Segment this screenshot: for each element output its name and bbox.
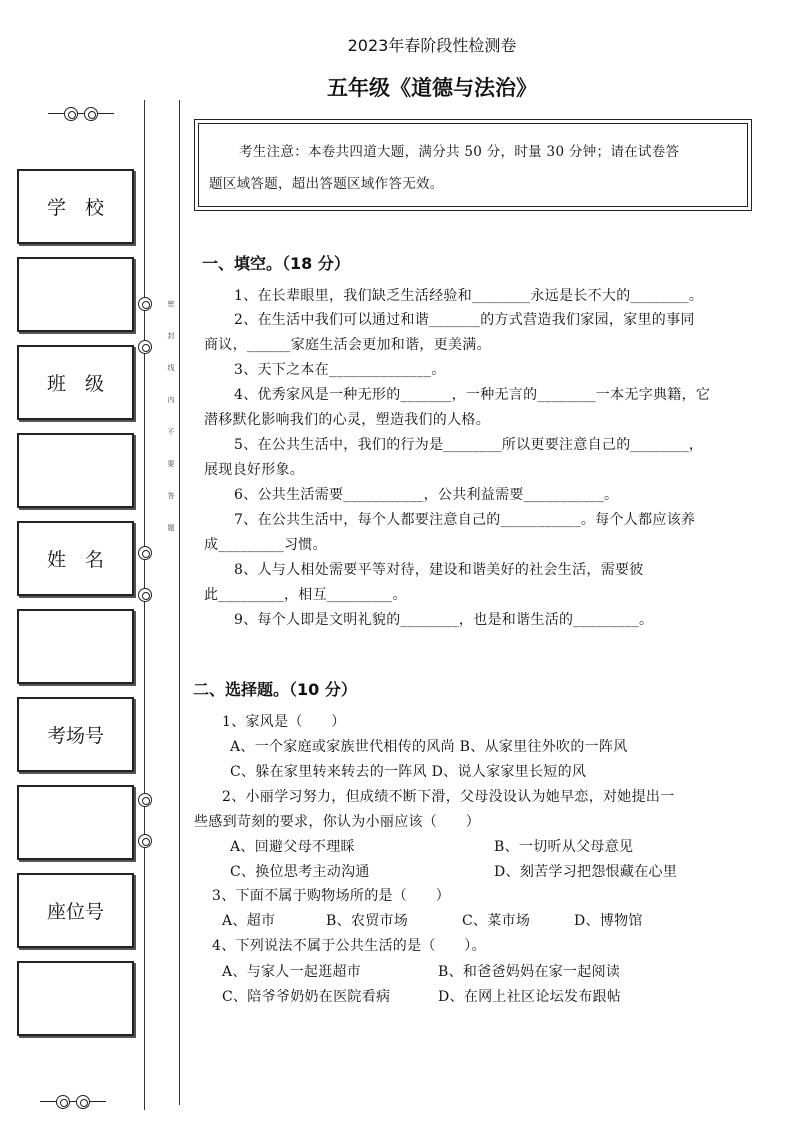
fill-line: 此_________，相互_________。 xyxy=(204,587,407,603)
school-label: 学 校 xyxy=(46,197,104,219)
bottom-ornament xyxy=(40,1095,106,1109)
class-field[interactable] xyxy=(17,433,134,508)
page-title: 五年级《道德与法治》 xyxy=(327,76,537,100)
name-label-box xyxy=(17,521,134,596)
fill-line: 4、优秀家风是一种无形的_______，一种无言的________一本无字典籍，它 xyxy=(234,387,711,403)
binding-ring xyxy=(138,834,152,848)
option-a: A、超市 xyxy=(222,913,276,929)
fill-line: 2、在生活中我们可以通过和谐_______的方式营造我们家园，家里的事同 xyxy=(234,312,695,328)
option-b: B、一切听从父母意见 xyxy=(494,839,634,855)
fill-line: 潜移默化影响我们的心灵，塑造我们的人格。 xyxy=(204,412,490,428)
option-c: C、换位思考主动沟通 xyxy=(230,864,370,880)
notice-line-2: 题区域答题，超出答题区域作答无效。 xyxy=(209,176,444,192)
notice-box xyxy=(194,119,752,211)
seat-field[interactable] xyxy=(17,961,134,1036)
binding-ring xyxy=(138,340,152,354)
fill-line: 1、在长辈眼里，我们缺乏生活经验和________永远是长不大的________。 xyxy=(234,288,704,304)
fill-line: 成_________习惯。 xyxy=(204,537,327,553)
binding-line-left xyxy=(144,100,145,1110)
fill-line: 6、公共生活需要___________，公共利益需要___________。 xyxy=(234,487,619,503)
name-label: 姓 名 xyxy=(46,549,104,571)
binding-ring xyxy=(138,793,152,807)
option-a: A、与家人一起逛超市 xyxy=(222,964,362,980)
section-1-heading: 一、填空。（18 分） xyxy=(202,254,350,273)
fill-line: 7、在公共生活中，每个人都要注意自己的___________。每个人都应该养 xyxy=(234,512,696,528)
option-a: A、回避父母不理睬 xyxy=(230,839,355,855)
option-d: D、博物馆 xyxy=(574,913,643,929)
school-field[interactable] xyxy=(17,257,134,332)
option-d: D、在网上社区论坛发布跟帖 xyxy=(438,989,622,1005)
seat-label: 座位号 xyxy=(46,901,104,923)
section-2-heading: 二、选择题。（10 分） xyxy=(193,680,357,699)
fill-line: 3、天下之本在______________。 xyxy=(234,362,446,378)
binding-line-right xyxy=(179,100,180,1105)
exam-room-label-box xyxy=(17,697,134,772)
fill-line: 商议，______家庭生活会更加和谐，更美满。 xyxy=(204,337,491,353)
seat-label-box xyxy=(17,873,134,948)
binding-ring xyxy=(138,588,152,602)
binding-ring xyxy=(138,546,152,560)
class-label: 班 级 xyxy=(46,373,104,395)
option-b: B、农贸市场 xyxy=(326,913,409,929)
exam-name: 2023年春阶段性检测卷 xyxy=(347,36,517,55)
option-line: A、一个家庭或家族世代相传的风尚 B、从家里往外吹的一阵风 xyxy=(230,739,628,755)
seal-line-text: 密 封 线 内 不 要 答 题 xyxy=(167,300,175,540)
notice-inner-border xyxy=(198,123,748,207)
option-c: C、陪爷爷奶奶在医院看病 xyxy=(222,989,391,1005)
fill-line: 5、在公共生活中，我们的行为是________所以更要注意自己的________， xyxy=(234,437,704,453)
option-c: C、菜市场 xyxy=(462,913,531,929)
binding-ring xyxy=(138,297,152,311)
question-stem: 2、小丽学习努力，但成绩不断下滑，父母没设认为她早恋，对她提出一 xyxy=(222,789,675,805)
question-stem: 些感到苛刻的要求，你认为小丽应该（ ） xyxy=(194,814,480,830)
exam-room-field[interactable] xyxy=(17,785,134,860)
exam-room-label: 考场号 xyxy=(46,725,104,747)
class-label-box xyxy=(17,345,134,420)
fill-line: 展现良好形象。 xyxy=(204,462,305,478)
name-field[interactable] xyxy=(17,609,134,684)
fill-line: 9、每个人即是文明礼貌的________，也是和谐生活的_________。 xyxy=(234,612,654,628)
option-b: B、和爸爸妈妈在家一起阅读 xyxy=(438,964,621,980)
top-ornament xyxy=(48,107,114,121)
question-stem: 3、下面不属于购物场所的是（ ） xyxy=(212,888,451,904)
school-label-box xyxy=(17,169,134,244)
option-d: D、刻苦学习把怨恨藏在心里 xyxy=(494,864,678,880)
question-stem: 1、家风是（ ） xyxy=(222,714,346,730)
fill-line: 8、人与人相处需要平等对待，建设和谐美好的社会生活，需要彼 xyxy=(234,562,644,578)
option-line: C、躲在家里转来转去的一阵风 D、说人家家里长短的风 xyxy=(230,764,587,780)
question-stem: 4、下列说法不属于公共生活的是（ ）。 xyxy=(212,938,486,954)
notice-line-1: 考生注意：本卷共四道大题，满分共 50 分，时量 30 分钟；请在试卷答 xyxy=(239,144,680,160)
